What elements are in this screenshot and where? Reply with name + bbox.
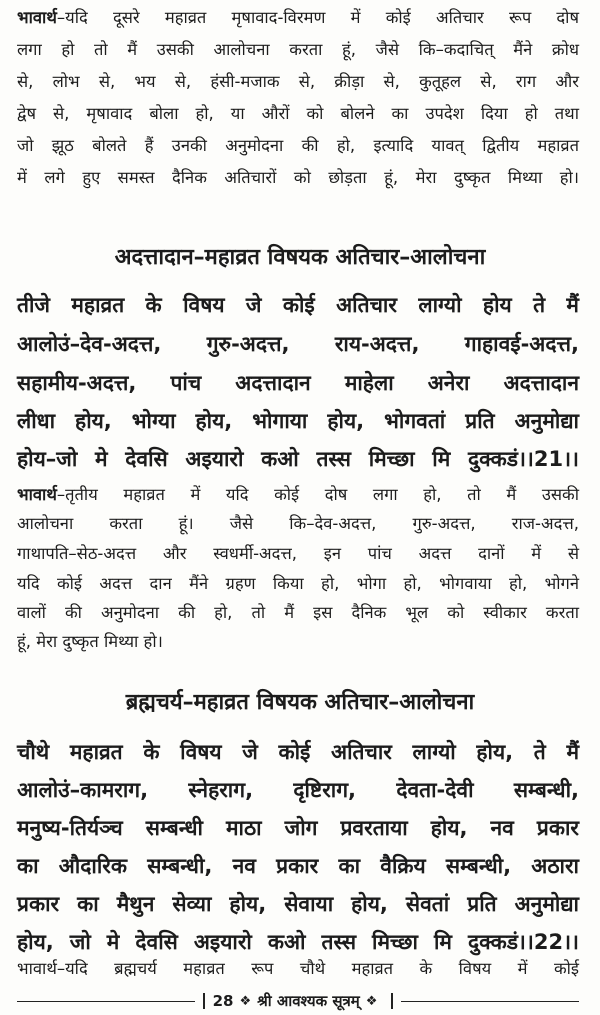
section-heading-adattadan: अदत्तादान–महाव्रत विषयक अतिचार–आलोचना: [114, 245, 486, 270]
text-line: सहामीय-अदत्त, पांच अदत्तादान माहेला अनेरा अदत्तादान: [17, 371, 579, 395]
text-line: हूं, मेरा दुष्कृत मिथ्या हो।: [17, 632, 163, 651]
text-line: आलोउं–कामराग, स्नेहराग, दृष्टिराग, देवता-देवी सम्बन्धी,: [17, 778, 579, 802]
text-line: चौथे महाव्रत के विषय जे कोई अतिचार लाग्यो होय, ते मैं: [17, 740, 579, 764]
text-line: वालों की अनुमोदना की हो, तो मैं इस दैनिक भूल को स्वीकार करता: [17, 603, 579, 622]
text-line: आलोचना करता हूं। जैसे कि–देव-अदत्त, गुरु-अदत्त, राज-अदत्त,: [17, 514, 579, 533]
footer-rule-right: [401, 1001, 579, 1002]
page-footer: [17, 990, 579, 1012]
diamond-ornament-icon: ❖: [239, 993, 252, 1009]
text-line: का औदारिक सम्बन्धी, नव प्रकार का वैक्रिय सम्बन्धी, अठारा: [17, 854, 579, 878]
bhavarth-label: भावार्थ: [17, 8, 57, 27]
footer-divider: [391, 993, 393, 1009]
diamond-ornament-icon: ❖: [365, 993, 378, 1009]
text-line: में लगे हुए समस्त दैनिक अतिचारों को छोड़ता हूं, मेरा दुष्कृत मिथ्या हो।: [17, 168, 579, 187]
text-line: द्वेष से, मृषावाद बोला हो, या औरों को बोलने का उपदेश दिया हो तथा: [17, 104, 579, 123]
section-heading-brahmacharya: ब्रह्मचर्य–महाव्रत विषयक अतिचार–आलोचना: [125, 690, 475, 715]
text-line: गाथापति–सेठ-अदत्त और स्वधर्मी-अदत्त, इन पांच अदत्त दानों में से: [17, 544, 579, 563]
text-line: भावार्थ–यदि दूसरे महाव्रत मृषावाद-विरमण में कोई अतिचार रूप दोष: [17, 8, 579, 27]
bhavarth-label: भावार्थ: [17, 485, 57, 504]
footer-rule-left: [17, 1001, 195, 1002]
text-line: भावार्थ–तृतीय महाव्रत में यदि कोई दोष लगा हो, तो मैं उसकी: [17, 485, 579, 504]
footer-divider: [203, 993, 205, 1009]
text-line: से, लोभ से, भय से, हंसी-मजाक से, क्रीड़ा से, कुतूहल से, राग और: [17, 72, 579, 91]
text-line: होय, जो मे देवसि अइयारो कओ तस्स मिच्छा मि दुक्कडं।।22।।: [17, 930, 579, 954]
text-line: तीजे महाव्रत के विषय जे कोई अतिचार लाग्यो होय ते मैं: [17, 293, 579, 317]
text-line: प्रकार का मैथुन सेव्या होय, सेवाया होय, सेवतां प्रति अनुमोद्या: [17, 892, 579, 916]
text-line: मनुष्य-तिर्यञ्च सम्बन्धी माठा जोग प्रवरताया होय, नव प्रकार: [17, 816, 579, 840]
text-line: लीधा होय, भोग्या होय, भोगाया होय, भोगवतां प्रति अनुमोद्या: [17, 409, 579, 433]
text-line: आलोउं–देव-अदत्त, गुरु-अदत्त, राय-अदत्त, गाहावई-अदत्त,: [17, 332, 579, 356]
bhavarth-paragraph-4th-vow: भावार्थ–यदि ब्रह्मचर्य महाव्रत रूप चौथे महाव्रत के विषय में कोई: [17, 959, 579, 978]
book-title: श्री आवश्यक सूत्रम्: [257, 992, 360, 1010]
text-line: होय–जो मे देवसि अइयारो कओ तस्स मिच्छा मि दुक्कडं।।21।।: [17, 447, 579, 471]
page-number: 28: [212, 992, 234, 1010]
text-line: लगा हो तो मैं उसकी आलोचना करता हूं, जैसे कि–कदाचित् मैंने क्रोध: [17, 40, 579, 59]
text-line: जो झूठ बोलते हैं उनकी अनुमोदना की हो, इत्यादि यावत् द्वितीय महाव्रत: [17, 136, 579, 155]
text-line: यदि कोई अदत्त दान मैंने ग्रहण किया हो, भोगा हो, भोगवाया हो, भोगने: [17, 574, 579, 593]
